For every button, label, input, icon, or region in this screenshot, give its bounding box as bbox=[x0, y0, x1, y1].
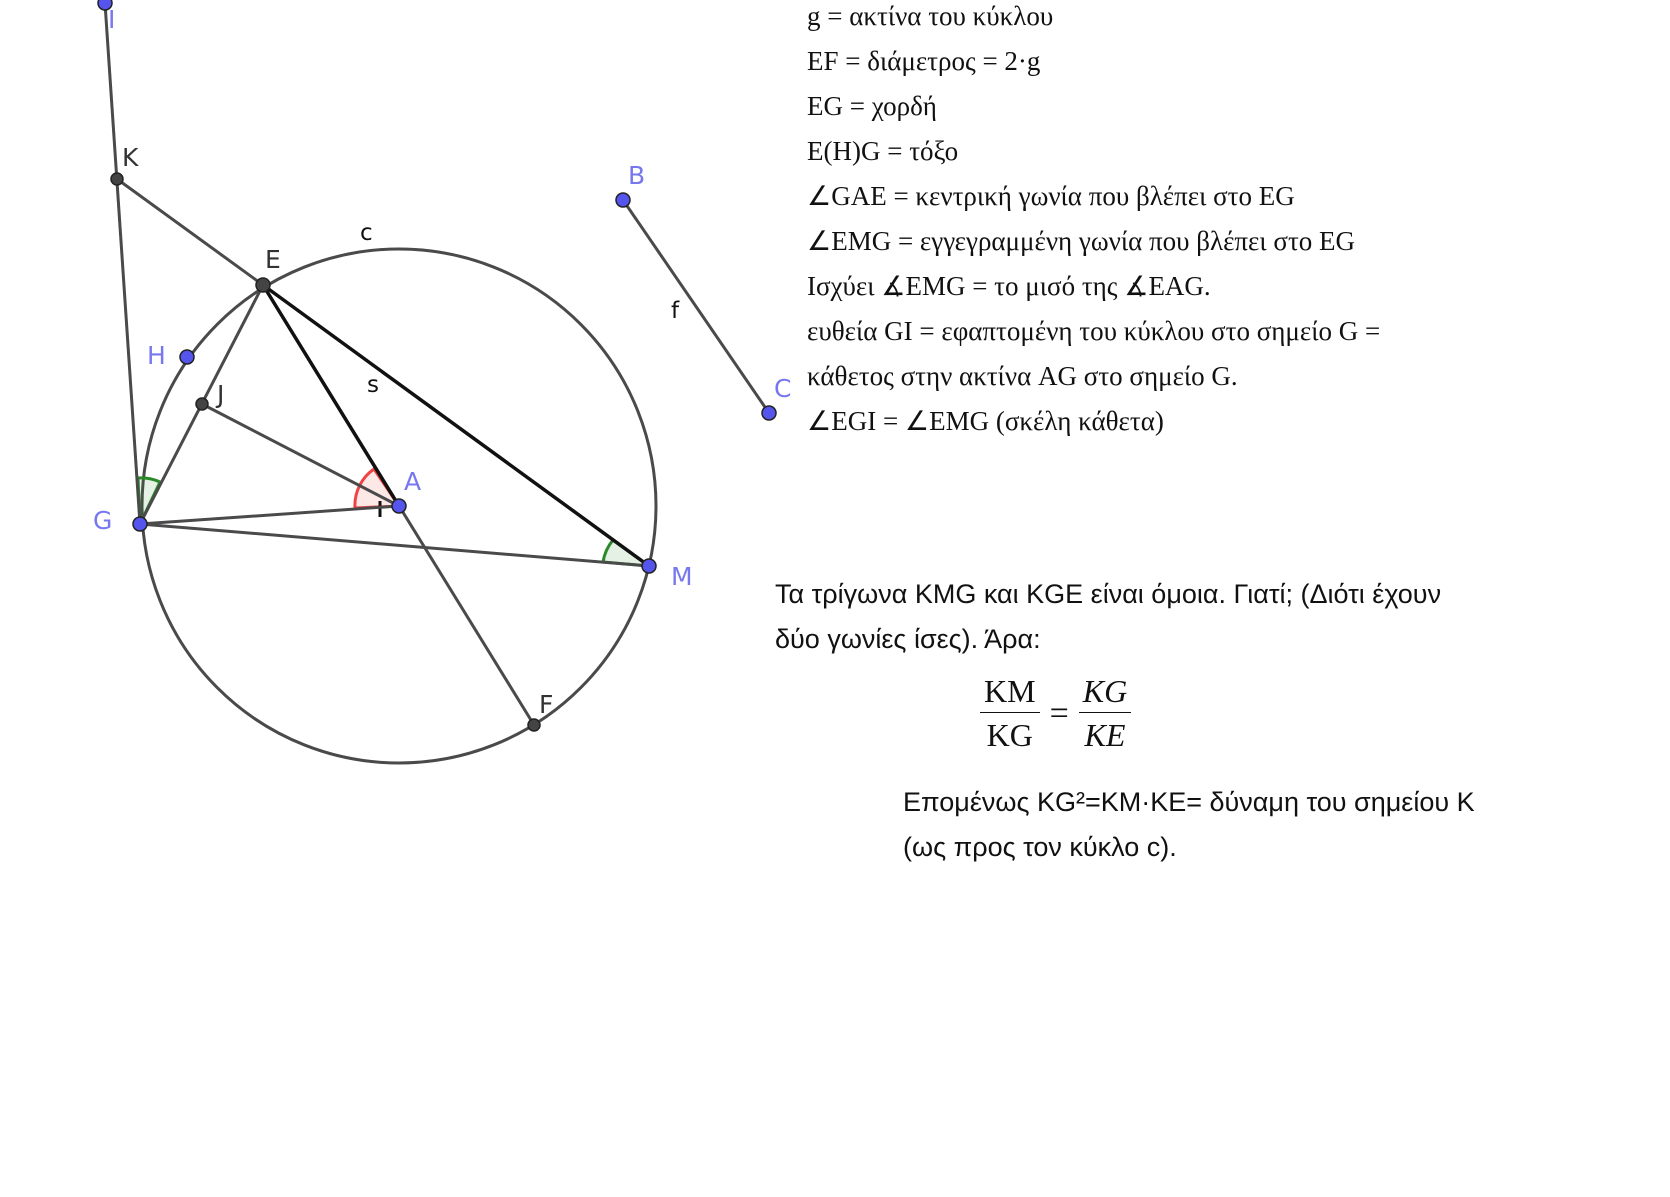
note-tangent: ευθεία GI = εφαπτομένη του κύκλου στο σημείο G = bbox=[807, 316, 1381, 346]
label-b: B bbox=[628, 161, 646, 190]
label-j: J bbox=[217, 380, 225, 409]
segment-b-c[interactable] bbox=[623, 200, 769, 413]
tangent-line-gi[interactable] bbox=[105, 3, 140, 524]
label-circle-c: c bbox=[360, 220, 373, 246]
point-h[interactable] bbox=[180, 350, 194, 364]
point-k[interactable] bbox=[111, 173, 123, 185]
fraction-left-denominator: KG bbox=[986, 717, 1033, 753]
label-k: K bbox=[122, 143, 139, 172]
note-equal-angles: ∠EGI = ∠EMG (σκέλη κάθετα) bbox=[807, 406, 1164, 436]
label-a: A bbox=[404, 467, 422, 496]
note-arc: E(H)G = τόξο bbox=[807, 136, 959, 166]
label-f: F bbox=[539, 690, 554, 719]
fraction-left bbox=[980, 673, 1040, 754]
label-c: C bbox=[774, 374, 792, 403]
fraction-right-denominator: KE bbox=[1084, 717, 1126, 753]
note-inscribed-angle: ∠EMG = εγγεγραμμένη γωνία που βλέπει στο EG bbox=[807, 226, 1356, 256]
segment-k-e[interactable] bbox=[117, 179, 263, 285]
note-perpendicular: κάθετος στην ακτίνα AG στο σημείο G. bbox=[807, 361, 1238, 391]
note-diameter: EF = διάμετρος = 2·g bbox=[807, 46, 1041, 76]
point-m[interactable] bbox=[642, 559, 656, 573]
label-h: H bbox=[147, 341, 166, 370]
ratio-equation bbox=[980, 673, 1131, 754]
point-g[interactable] bbox=[133, 517, 147, 531]
conclusion-line-2: (ως προς τον κύκλο c). bbox=[903, 832, 1177, 862]
segment-e-m[interactable] bbox=[263, 285, 649, 566]
note-chord: EG = χορδή bbox=[807, 91, 937, 121]
similarity-line-1: Τα τρίγωνα KMG και KGE είναι όμοια. Γιατί; (Διότι έχουν bbox=[775, 579, 1442, 609]
fraction-right-numerator: KG bbox=[1079, 673, 1131, 713]
label-segment-s: s bbox=[367, 372, 379, 398]
label-segment-f: f bbox=[671, 298, 680, 324]
point-j[interactable] bbox=[196, 398, 208, 410]
note-central-angle: ∠GAE = κεντρική γωνία που βλέπει στο EG bbox=[807, 181, 1295, 211]
similarity-text bbox=[775, 572, 1635, 662]
conclusion-text bbox=[903, 780, 1623, 870]
label-g: G bbox=[93, 506, 113, 535]
point-c[interactable] bbox=[762, 406, 776, 420]
note-radius: g = ακτίνα του κύκλου bbox=[807, 1, 1054, 31]
similarity-line-2: δύο γωνίες ίσες). Άρα: bbox=[775, 624, 1041, 654]
note-half-angle: Ισχύει ∡EMG = το μισό της ∡EAG. bbox=[807, 271, 1211, 301]
segment-g-m[interactable] bbox=[140, 524, 649, 566]
label-m: M bbox=[671, 562, 693, 591]
label-i: I bbox=[108, 5, 116, 34]
fraction-right bbox=[1079, 673, 1131, 754]
conclusion-line-1: Επομένως KG²=KM·KE= δύναμη του σημείου K bbox=[903, 787, 1475, 817]
equals-sign: = bbox=[1049, 694, 1069, 732]
point-e[interactable] bbox=[256, 278, 270, 292]
fraction-left-numerator: KM bbox=[980, 673, 1040, 713]
radius-g-a[interactable] bbox=[140, 506, 399, 524]
point-f[interactable] bbox=[528, 719, 540, 731]
point-a[interactable] bbox=[392, 499, 406, 513]
point-b[interactable] bbox=[616, 193, 630, 207]
label-e: E bbox=[265, 245, 281, 274]
